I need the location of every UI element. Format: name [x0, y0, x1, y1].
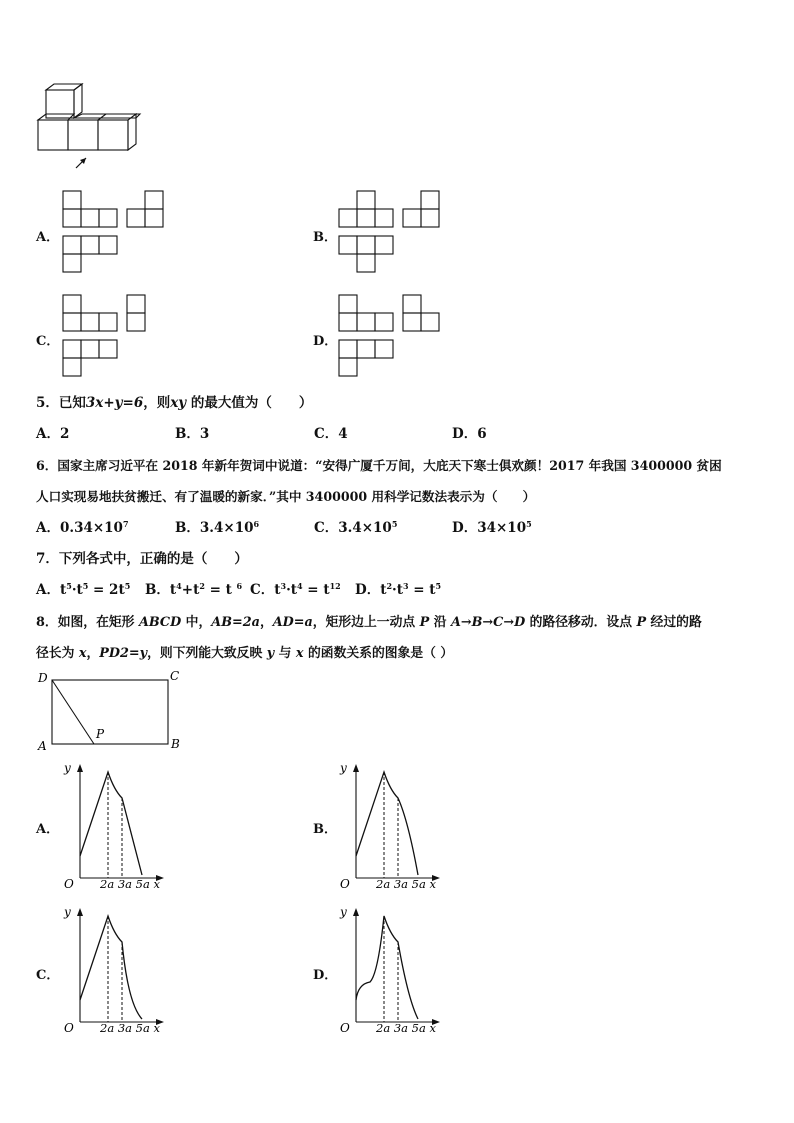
q8-line2-g: 与 [274, 646, 296, 661]
rect-label-c: C [170, 669, 180, 683]
q7-option-b-term2: t [193, 582, 200, 598]
q8-line2-h: x [295, 646, 304, 661]
rect-label-p: P [96, 727, 105, 741]
q5-stem-var: xy [170, 395, 187, 411]
q5-stem-prefix: 5．已知 [36, 395, 86, 411]
q8-graph-c [60, 904, 170, 1034]
q7-option-a-op: · [71, 582, 77, 598]
q8-graph-b [336, 760, 446, 890]
q7-option-b [145, 581, 243, 598]
origin-label: O [340, 1021, 350, 1035]
rect-label-a: A [38, 739, 47, 753]
q7-option-c-letter: C． [250, 582, 275, 598]
function-curve [356, 772, 418, 875]
q5-stem-mid: ，则 [143, 395, 171, 411]
q8-line1-a: 8．如图，在矩形 [36, 615, 139, 630]
q4-option-b-views [336, 188, 446, 274]
q6-option-d-base: D．34×10 [452, 520, 527, 536]
q7-option-c-exp3: 12 [329, 581, 341, 591]
q8-line1-h: P [419, 615, 430, 630]
q4-option-c-label: C． [36, 334, 60, 349]
q7-option-d-exp2: 3 [403, 581, 409, 591]
q4-option-d-label: D． [313, 334, 338, 349]
q4-option-d-views [336, 292, 446, 378]
y-axis-arrow [353, 764, 359, 772]
x-tick-labels: 2a 3a 5a x [376, 1021, 436, 1035]
q7-option-c-op: · [286, 582, 291, 598]
q8-line1-d: AB=2a [211, 615, 260, 630]
q4-option-a-label: A． [36, 230, 60, 245]
q6-option-d-exp: 5 [526, 519, 532, 529]
q8-line2-e: ，则下列能大致反映 [147, 646, 267, 661]
q7-option-a-rhs: = 2t [88, 582, 125, 598]
y-label: y [64, 761, 71, 775]
q8-line1-j: A→B→C→D [450, 615, 526, 630]
q8-rectangle-figure [36, 668, 186, 752]
q4-option-c-views [60, 292, 170, 378]
q6-option-c-base: C．3.4×10 [314, 520, 392, 536]
q7-option-c-exp2: 4 [297, 581, 303, 591]
q8-line2-b: x [78, 646, 87, 661]
q8-line1-k: 的路径移动．设点 [525, 615, 637, 630]
q7-option-d-exp1: 2 [386, 581, 393, 591]
q7-option-a-letter: A． [36, 582, 60, 598]
q8-line1-g: ，矩形边上一动点 [312, 615, 420, 630]
q6-option-d [452, 519, 532, 536]
q8-line2-c: ， [86, 646, 100, 661]
q8-line2-f: y [266, 646, 275, 661]
q7-option-d-op: · [392, 582, 397, 598]
q8-line1-e: ， [259, 615, 273, 630]
q8-option-c-label: C． [36, 968, 60, 983]
q6-option-b [175, 519, 260, 536]
q7-option-b-letter: B． [145, 582, 170, 598]
q6-stem-line1: 6．国家主席习近平在 2018 年新年贺词中说道：“安得广厦千万间，大庇天下寒士俱欢颜！2017 年我国 3400000 贫困 [36, 458, 722, 473]
origin-label: O [340, 877, 350, 891]
q7-option-b-exp1: 4 [176, 581, 182, 591]
function-curve [80, 916, 142, 1019]
q7-option-b-op: + [181, 582, 194, 598]
q8-option-d-label: D． [313, 968, 338, 983]
function-curve [356, 916, 418, 1019]
y-axis-arrow [353, 908, 359, 916]
q5-option-b: B．3 [175, 426, 210, 442]
q8-line1-f: AD=a [272, 615, 313, 630]
q8-stem-line1 [36, 617, 702, 630]
q8-line2-i: 的函数关系的图象是（ ） [303, 646, 454, 661]
origin-label: O [64, 877, 74, 891]
q7-option-a-exp1: 5 [66, 581, 72, 591]
q5-option-d: D．6 [452, 426, 487, 442]
cube-solid-figure [36, 80, 144, 172]
rect-label-b: B [171, 737, 180, 751]
q7-option-d [355, 581, 442, 598]
q7-option-a-term2: t [76, 582, 83, 598]
q5-option-c: C．4 [314, 426, 348, 442]
q8-line2-a: 径长为 [36, 646, 79, 661]
q7-stem: 7．下列各式中，正确的是（ ） [36, 551, 248, 567]
q7-option-a-exp2: 5 [82, 581, 89, 591]
q6-option-c [314, 519, 398, 536]
q7-option-c-term1: t [274, 582, 281, 598]
q7-option-d-term1: t [380, 582, 387, 598]
q7-option-a [36, 581, 131, 598]
x-tick-labels: 2a 3a 5a x [376, 877, 436, 891]
q8-graph-a [60, 760, 170, 890]
q6-option-a-base: A．0.34×10 [36, 520, 123, 536]
q5-stem [36, 397, 312, 411]
y-label: y [340, 905, 347, 919]
q7-option-d-rhs: = t [408, 582, 436, 598]
q6-option-b-exp: 6 [253, 519, 260, 529]
q7-option-c-rhs: = t [302, 582, 330, 598]
q7-option-b-exp3: 6 [236, 581, 243, 591]
q8-line1-m: 经过的路 [646, 615, 702, 630]
q7-option-a-exp3: 5 [124, 581, 131, 591]
y-axis-arrow [77, 908, 83, 916]
q8-line1-i: 沿 [429, 615, 451, 630]
q8-stem-line2 [36, 648, 453, 661]
q8-line1-b: ABCD [138, 615, 182, 630]
q8-line1-l: P [636, 615, 647, 630]
y-label: y [340, 761, 347, 775]
q6-option-a [36, 519, 129, 536]
q7-option-d-exp3: 5 [435, 581, 442, 591]
q8-option-a-label: A． [36, 822, 60, 837]
q6-option-b-base: B．3.4×10 [175, 520, 254, 536]
q7-option-b-rhs: = t [204, 582, 237, 598]
origin-label: O [64, 1021, 74, 1035]
q7-option-c-exp1: 3 [280, 581, 287, 591]
x-tick-labels: 2a 3a 5a x [100, 877, 160, 891]
q8-graph-d [336, 904, 446, 1034]
rect-label-d: D [38, 671, 48, 685]
q8-option-b-label: B． [313, 822, 337, 837]
q7-option-b-term1: t [169, 582, 177, 598]
q4-option-a-views [60, 188, 170, 274]
x-tick-labels: 2a 3a 5a x [100, 1021, 160, 1035]
q7-option-c-term2: t [290, 582, 298, 598]
q6-option-c-exp: 5 [391, 519, 398, 529]
q5-stem-suffix: 的最大值为（ ） [186, 395, 313, 411]
q6-stem-line2: 人口实现易地扶贫搬迁、有了温暖的新家．”其中 3400000 用科学记数法表示为（ ） [36, 489, 536, 504]
y-label: y [64, 905, 71, 919]
q7-option-a-term1: t [59, 582, 67, 598]
q7-option-d-letter: D． [355, 582, 381, 598]
function-curve [80, 772, 142, 875]
q7-option-b-exp2: 2 [199, 581, 205, 591]
q5-stem-expr: 3x+y=6 [85, 395, 144, 411]
y-axis-arrow [77, 764, 83, 772]
q7-option-c [250, 581, 341, 598]
q5-option-a: A．2 [36, 426, 70, 442]
q6-option-a-exp: 7 [122, 519, 129, 529]
q7-option-d-term2: t [396, 582, 403, 598]
q8-line1-c: 中， [181, 615, 212, 630]
q4-option-b-label: B． [313, 230, 337, 245]
q8-line2-d: PD2=y [99, 646, 148, 661]
